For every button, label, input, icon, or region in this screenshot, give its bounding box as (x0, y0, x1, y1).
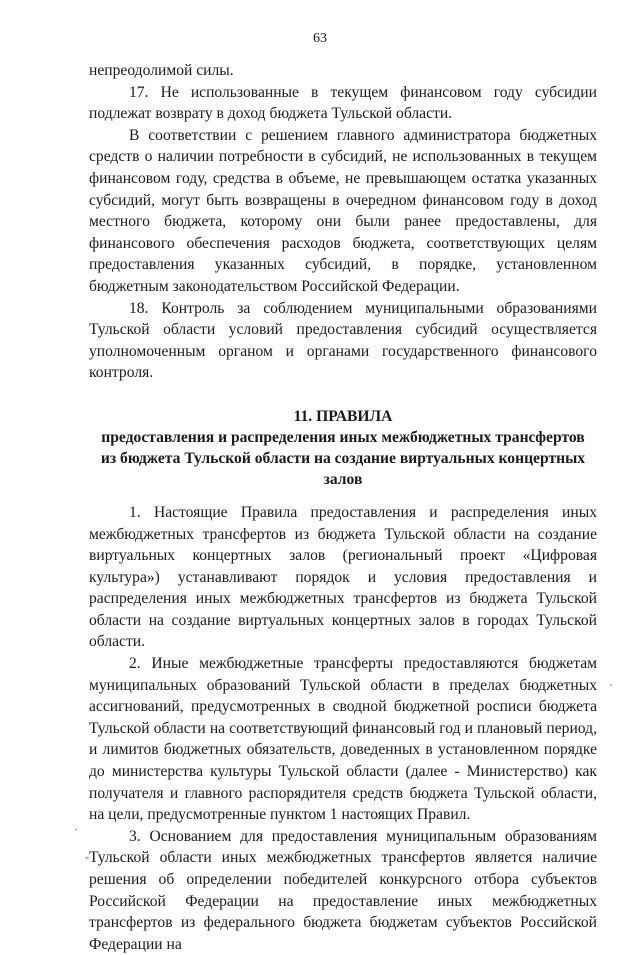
paragraph: 3. Основанием для предоставления муниципальным образованиям Тульской области иных межбюджетных трансфертов является наличие решения об определении победителей конкурсного отбора субъектов Российской Федерации на предоставление иных межбюджетных трансфертов из федерального бюджета бюджетам субъектов Российской Федерации на (89, 827, 597, 953)
paragraph: непреодолимой силы. (89, 62, 234, 79)
paragraph: 17. Не использованные в текущем финансовом году субсидии подлежат возврату в доход бюджета Тульской области. (89, 83, 597, 123)
section-title: 11. ПРАВИЛА (293, 407, 393, 425)
page-number: 63 (313, 31, 327, 46)
paragraph: 2. Иные межбюджетные трансферты предоставляются бюджетам муниципальных образований Тульской области в пределах бюджетных ассигнований, предусмотренных в сводной бюджетной росписи бюджета Тульской области на соответствующий финансовый год и плановый период, и лимитов бюджетных обязательств, доведенных в установленном порядке до министерства культуры Тульской области (далее - Министерство) как получателя и главного распорядителя средств бюджета Тульской области, на цели, предусмотренные пунктом 1 настоящих Правил. (89, 655, 597, 824)
paragraph: 18. Контроль за соблюдением муниципальными образованиями Тульской области условий предоставления субсидий осуществляется уполномоченным органом и органами государственного финансового контроля. (89, 299, 597, 382)
section-heading (89, 406, 597, 490)
scan-speck: . (75, 822, 78, 833)
paragraphs-after (89, 502, 597, 955)
paragraph: В соответствии с решением главного администратора бюджетных средств о наличии потребности в субсидий, не использованных в текущем финансовом году, средства в объеме, не превышающем остатка указанных субсидий, могут быть возвращены в очередном финансовом году в доход местного бюджета, которому они были ранее предоставлены, для финансового обеспечения расходов бюджета, соответствующих целям предоставления указанных субсидий, в порядке, установленном бюджетным законодательством Российской Федерации. (89, 126, 597, 295)
scan-speck: ' (610, 683, 612, 694)
document-body (89, 60, 597, 955)
paragraph: 1. Настоящие Правила предоставления и распределения иных межбюджетных трансфертов из бюджета Тульской области на создание виртуальных концертных залов (региональный проект «Цифровая культура») устанавливают порядок и условия предоставления и распределения иных межбюджетных трансфертов из бюджета Тульской области на создание виртуальных концертных залов в городах Тульской области. (89, 503, 597, 651)
scan-speck: " (85, 856, 90, 867)
paragraphs-before (89, 60, 597, 384)
section-subtitle: предоставления и распределения иных межбюджетных трансфертов из бюджета Тульской области на создание виртуальных концертных залов (100, 428, 586, 488)
